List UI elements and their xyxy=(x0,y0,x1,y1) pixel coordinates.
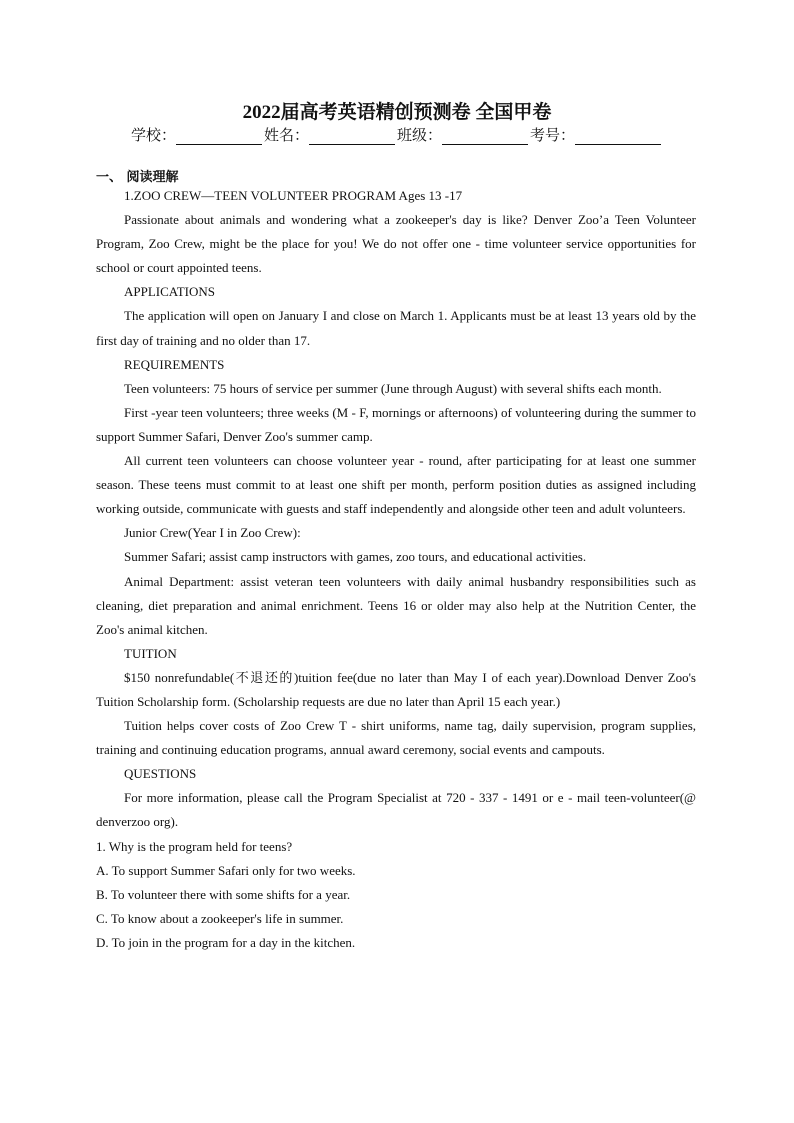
paragraph: For more information, please call the Program Specialist at 720 - 337 - 1491 or e - mail teen-volunteer(@ denverzoo org). xyxy=(96,790,696,830)
section-title: 一、 阅读理解 xyxy=(96,170,179,185)
exam-number-blank xyxy=(575,128,661,145)
paragraph: Summer Safari; assist camp instructors with games, zoo tours, and educational activities. xyxy=(124,549,587,565)
exam-number-label: 考号： xyxy=(530,126,576,144)
paragraph: All current teen volunteers can choose volunteer year - round, after participating for at least one summer season. These teens must commit to at least one shift per month, perform position duties as assigned including working outside, communicate with guests and staff independently and alongside other teen and adult volunteers. xyxy=(96,453,696,517)
school-blank xyxy=(176,128,262,145)
paragraph: REQUIREMENTS xyxy=(124,356,225,372)
option-b: B. To volunteer there with some shifts for a year. xyxy=(96,886,351,902)
reading-passage xyxy=(96,184,696,955)
paragraph: APPLICATIONS xyxy=(124,284,216,300)
option-a: A. To support Summer Safari only for two weeks. xyxy=(96,862,356,878)
class-blank xyxy=(442,128,528,145)
paragraph: First -year teen volunteers; three weeks (M - F, mornings or afternoons) of volunteering during the summer to support Summer Safari, Denver Zoo's summer camp. xyxy=(96,404,696,444)
paragraph: Tuition helps cover costs of Zoo Crew T - shirt uniforms, name tag, daily supervision, program supplies, training and continuing education programs, annual award ceremony, social events and campouts. xyxy=(96,718,696,758)
school-field xyxy=(131,124,264,145)
page-title: 2022届高考英语精创预测卷 全国甲卷 xyxy=(242,102,552,123)
paragraph: TUITION xyxy=(124,645,177,661)
class-label: 班级： xyxy=(397,126,443,144)
class-field xyxy=(397,124,530,145)
paragraph: Passionate about animals and wondering what a zookeeper's day is like? Denver Zoo’a Teen Volunteer Program, Zoo Crew, might be the place for you! We do not offer one - time volunteer service opportunities for school or court appointed teens. xyxy=(96,212,696,276)
paragraph: Animal Department: assist veteran teen volunteers with daily animal husbandry responsibilities such as cleaning, diet preparation and animal enrichment. Teens 16 or older may also help at the Nutrition Center, the Zoo's animal kitchen. xyxy=(96,573,696,637)
paragraph: Junior Crew(Year I in Zoo Crew): xyxy=(124,525,301,541)
paragraph: The application will open on January I and close on March 1. Applicants must be at least 13 years old by the first day of training and no older than 17. xyxy=(96,308,696,348)
student-info-line xyxy=(0,124,794,145)
passage-heading: 1.ZOO CREW—TEEN VOLUNTEER PROGRAM Ages 13 -17 xyxy=(124,188,463,203)
exam-number-field xyxy=(530,124,663,145)
name-field xyxy=(264,124,397,145)
paragraph: $150 nonrefundable(不退还的)tuition fee(due no later than May I of each year).Download Denver Zoo's Tuition Scholarship form. (Scholarship requests are due no later than April 15 each year.) xyxy=(96,669,696,709)
option-c: C. To know about a zookeeper's life in summer. xyxy=(96,910,344,926)
paragraph: QUESTIONS xyxy=(124,766,197,782)
option-d: D. To join in the program for a day in the kitchen. xyxy=(96,934,356,950)
school-label: 学校： xyxy=(130,126,176,144)
question-stem: 1. Why is the program held for teens? xyxy=(96,838,293,854)
paragraph: Teen volunteers: 75 hours of service per summer (June through August) with several shifts each month. xyxy=(124,380,662,396)
name-label: 姓名： xyxy=(263,126,309,144)
name-blank xyxy=(309,128,395,145)
